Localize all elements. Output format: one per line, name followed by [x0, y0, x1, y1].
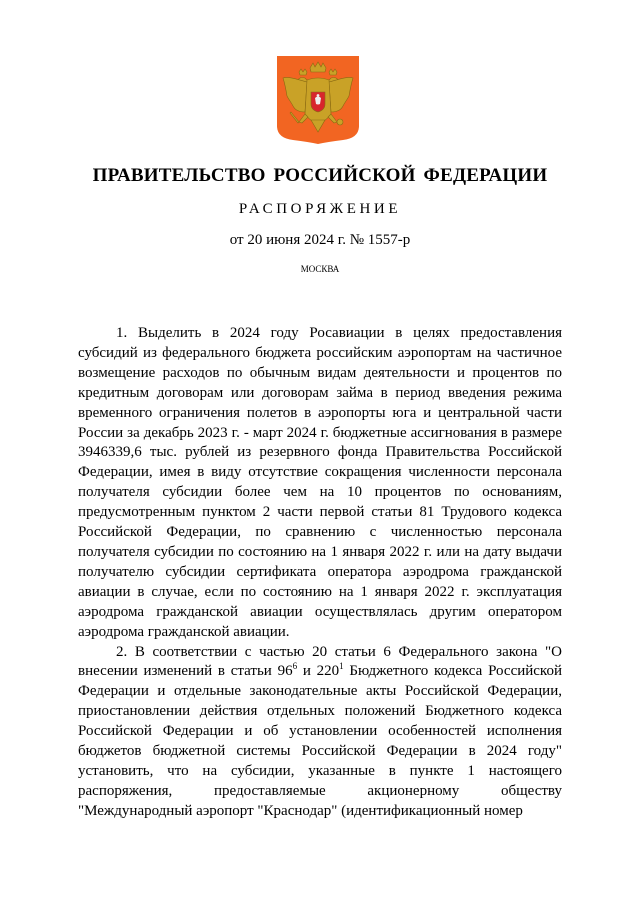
government-title: ПРАВИТЕЛЬСТВО РОССИЙСКОЙ ФЕДЕРАЦИИ: [92, 165, 548, 186]
paragraph-2-part-1: 2. В соответствии с частью 20 статьи 6 Федерального закона "О внесении изменений в статьи 96: [78, 643, 562, 680]
document-city: МОСКВА: [300, 264, 340, 274]
paragraph-2: [78, 643, 562, 822]
document-body: [78, 324, 562, 822]
paragraph-2-part-2: и 220: [297, 663, 340, 680]
paragraph-2-part-3: Бюджетного кодекса Российской Федерации и отдельные законодательные акты Российской Федерации, приостановлении действия отдельных положений Бюджетного кодекса Российской Федерации и об установлении особенностей исполнения бюджетов бюджетной системы Российской Федерации в 2024 году" установить, что на субсидии, указанные в пункте 1 настоящего распоряжения, предоставляемые акционерному обществу "Международный аэропорт "Краснодар" (идентификационный номер: [78, 663, 562, 819]
superscript-1: 1: [339, 661, 344, 672]
coat-of-arms-icon: [277, 56, 359, 144]
superscript-6: 6: [292, 661, 298, 672]
paragraph-1: 1. Выделить в 2024 году Росавиации в целях предоставления субсидий из федерального бюджета российским аэропортам на частичное возмещение расходов по обычным видам деятельности и процентов по кредитным договорам или договорам займа в период введения режима временного ограничения полетов в аэропорты юга и центральной части России за декабрь 2023 г. - март 2024 г. бюджетные ассигнования в размере 3946339,6 тыс. рублей из резервного фонда Правительства Российской Федерации, имея в виду отсутствие сокращения численности персонала получателя субсидии более чем на 10 процентов по основаниям, предусмотренным пунктом 2 части первой статьи 81 Трудового кодекса Российской Федерации, по сравнению с численностью персонала получателя субсидии по состоянию на 1 января 2022 г. или на дату выдачи получателю субсидии сертификата оператора аэродрома гражданской авиации в случае, если по состоянию на 1 января 2022 г. эксплуатация аэродрома гражданской авиации осуществлялась другим оператором аэродрома гражданской авиации.: [78, 325, 562, 640]
document-date-number: от 20 июня 2024 г. № 1557-р: [229, 232, 411, 248]
document-type: РАСПОРЯЖЕНИЕ: [238, 201, 402, 217]
